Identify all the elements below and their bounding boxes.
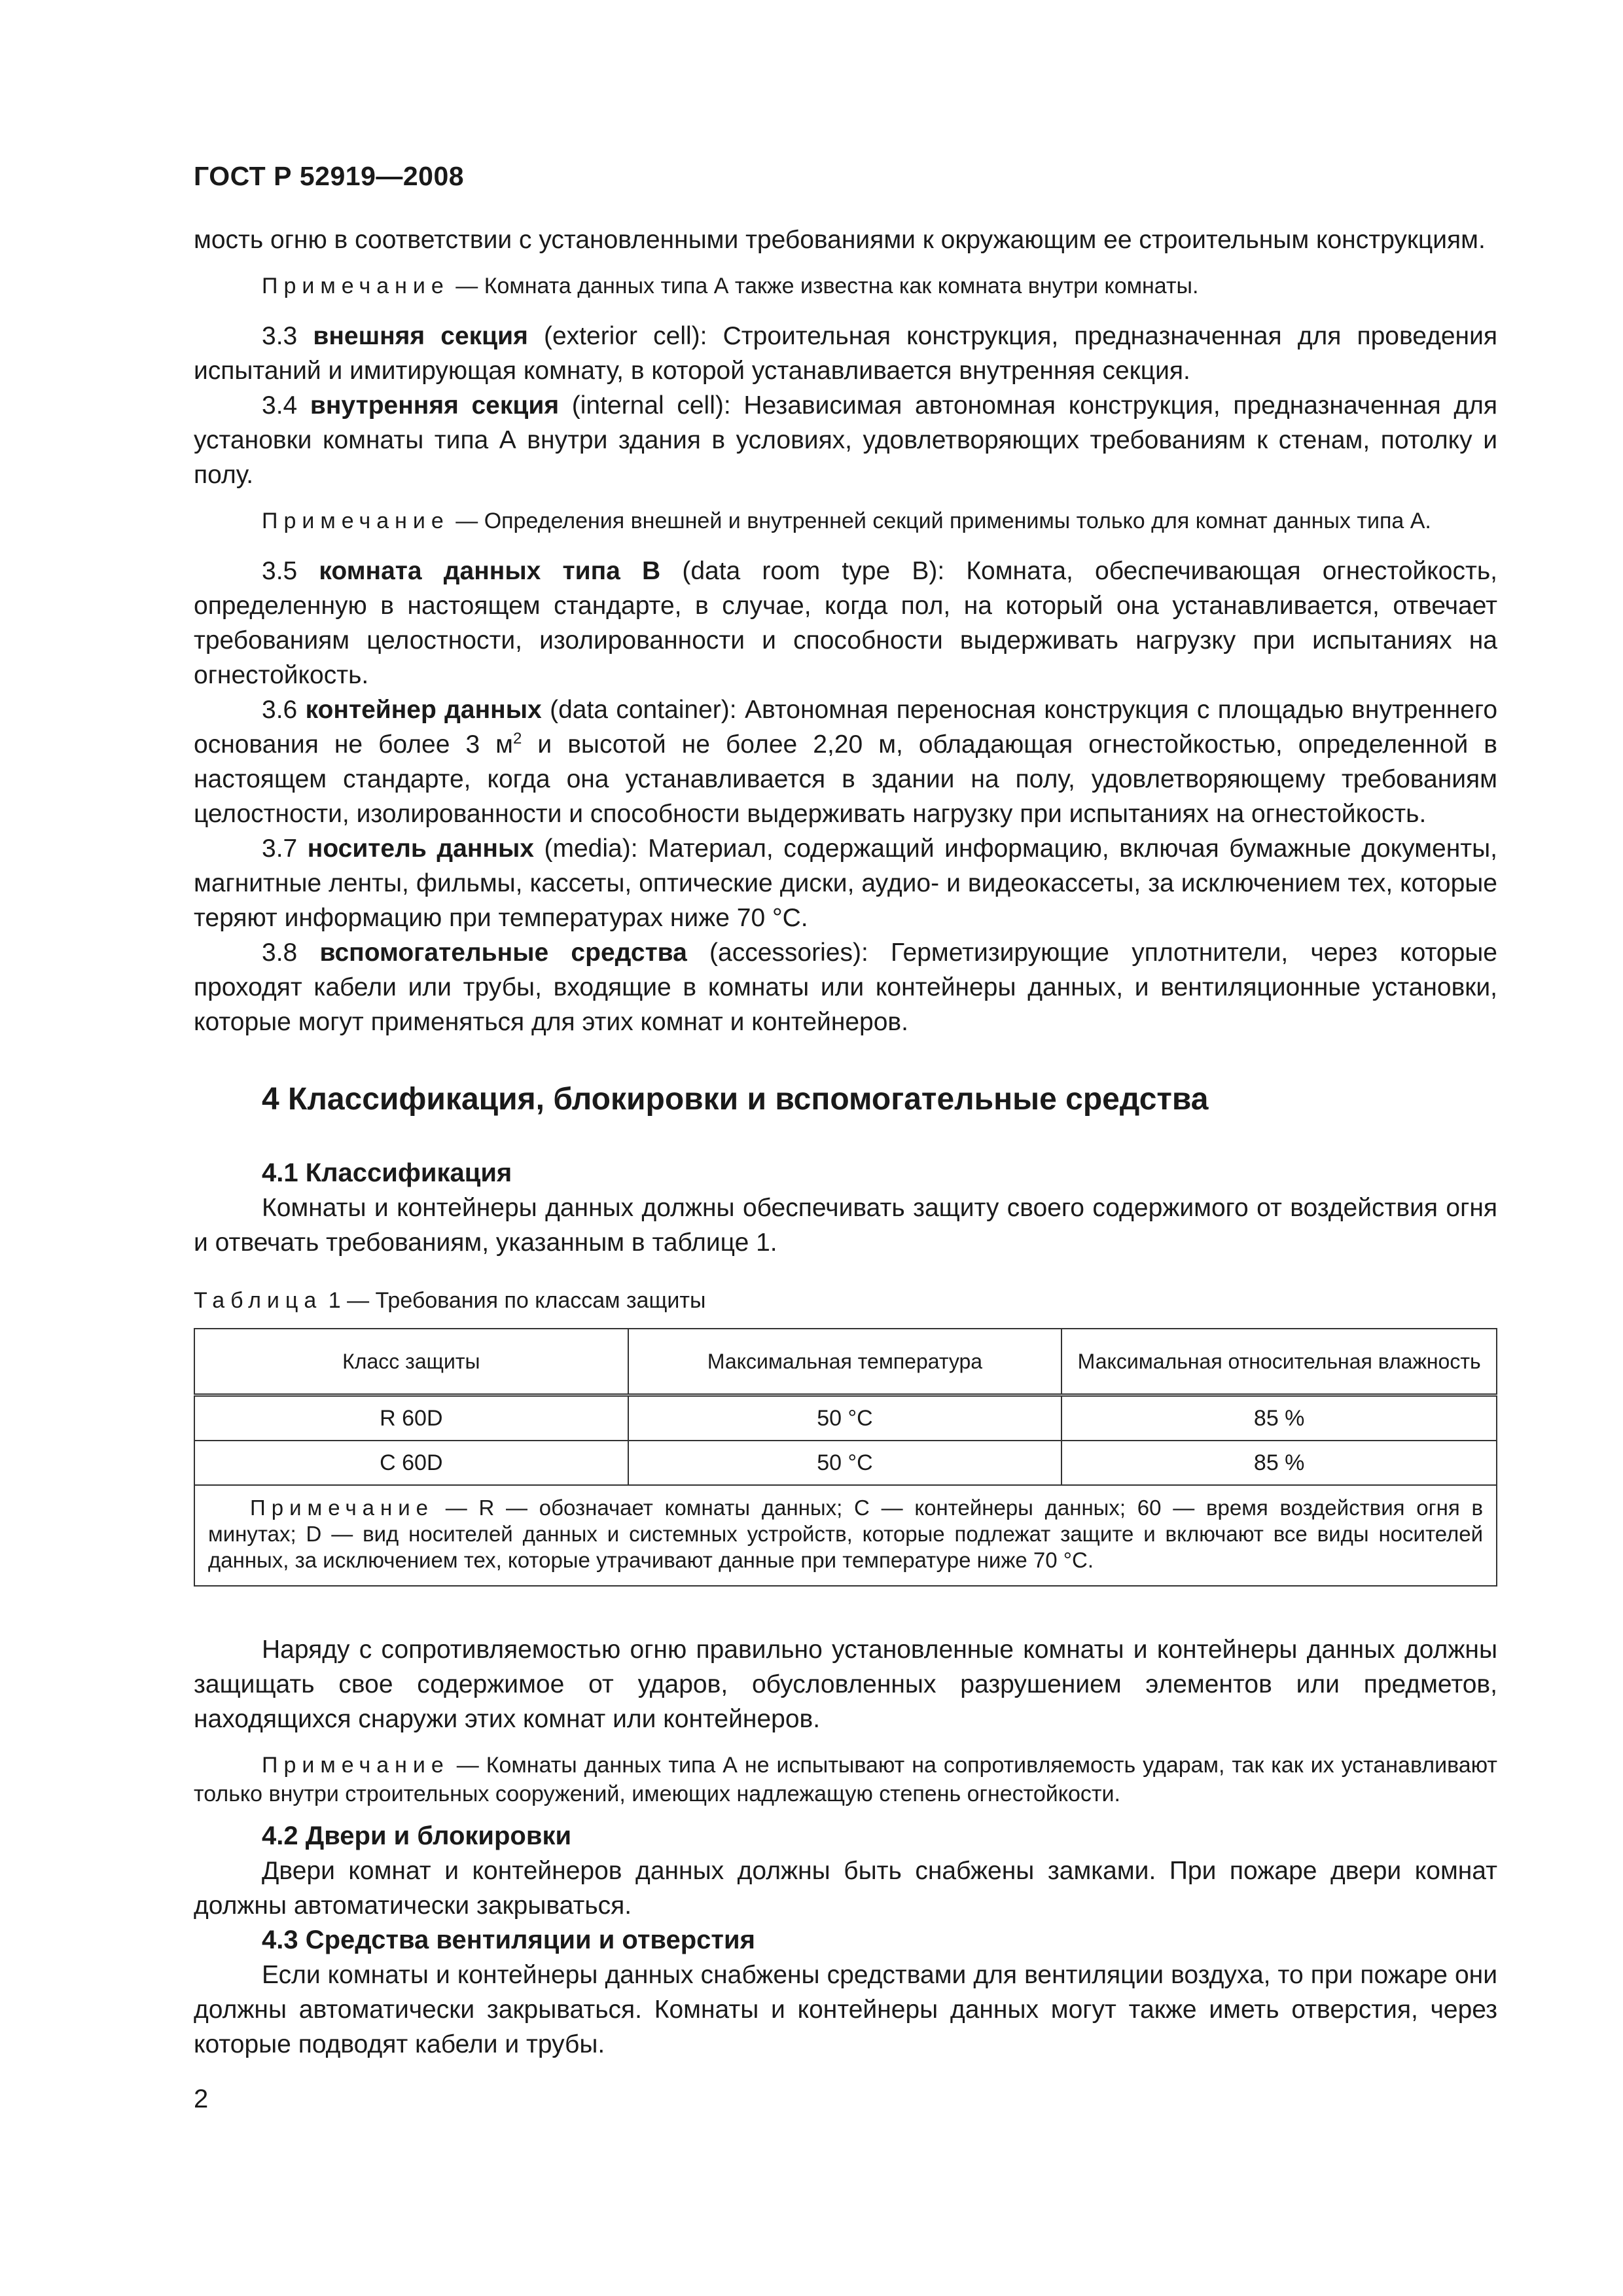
- clause-number: 3.5: [262, 557, 319, 585]
- term: внешняя секция: [313, 322, 528, 350]
- paragraph-continuation: мость огню в соответствии с установленными требованиями к окружающим ее строительным конструкциям.: [194, 226, 1486, 254]
- definition-3-7: [194, 831, 1497, 935]
- section-4-heading: 4 Классификация, блокировки и вспомогательные средства: [262, 1082, 1209, 1117]
- protection-class-table: [194, 1328, 1497, 1587]
- superscript: 2: [513, 730, 522, 747]
- table-row: [194, 1441, 1497, 1485]
- note-1: [194, 272, 1497, 300]
- note-label: Примечание: [262, 509, 450, 533]
- clause-number: 3.6: [262, 696, 306, 724]
- table-caption-label: Таблица: [194, 1288, 323, 1313]
- table-cell: 85 %: [1061, 1395, 1497, 1441]
- note-text: — Определения внешней и внутренней секций применимы только для комнат данных типа А.: [449, 509, 1431, 533]
- table-header-cell: Класс защиты: [194, 1329, 628, 1395]
- table-cell: 85 %: [1061, 1441, 1497, 1485]
- table-note-row: [194, 1485, 1497, 1586]
- note-text: — R — обозначает комнаты данных; С — контейнеры данных; 60 — время воздействия огня в минутах; D — вид носителей данных и системных устройств, которые подлежат защите и включают все виды носителей данных, за исключением тех, которые утрачивают данные при температуре ниже 70 °С.: [208, 1496, 1483, 1572]
- clause-number: 3.4: [262, 391, 310, 420]
- definition-text: (exterior cell): Строительная конструкция, предназначенная для проведения испытаний и имитирующая комнату, в которой устанавливается внутренняя секция.: [194, 322, 1497, 385]
- paragraph-impact: Наряду с сопротивляемостью огню правильно установленные комнаты и контейнеры данных должны защищать свое содержимое от ударов, обусловленных разрушением элементов или предметов, находящихся снаружи этих комнат или контейнеров.: [194, 1636, 1497, 1733]
- definition-text: (data room type B): Комната, обеспечивающая огнестойкость, определенную в настоящем стандарте, в случае, когда пол, на который она устанавливается, отвечает требованиям целостности, изолированности и способности выдерживать нагрузку при испытаниях на огнестойкость.: [194, 557, 1497, 689]
- definition-3-4: [194, 388, 1497, 492]
- term: носитель данных: [307, 834, 534, 863]
- note-label: Примечание: [262, 274, 450, 298]
- subsection-4-2-heading: 4.2 Двери и блокировки: [262, 1821, 572, 1850]
- page-number: 2: [194, 2085, 209, 2113]
- definition-text: (media): Материал, содержащий информацию, включая бумажные документы, магнитные ленты, фильмы, кассеты, оптические диски, аудио- и видеокассеты, за исключением тех, которые теряют информацию при температурах ниже 70 °С.: [194, 834, 1497, 932]
- table-note: [194, 1485, 1497, 1586]
- table-cell: R 60D: [194, 1395, 628, 1441]
- definition-text: (internal cell): Независимая автономная конструкция, предназначенная для установки комнаты типа А внутри здания в условиях, удовлетворяющих требованиям к стенам, потолку и полу.: [194, 391, 1497, 489]
- clause-number: 3.7: [262, 834, 308, 863]
- document-header: ГОСТ Р 52919—2008: [194, 161, 465, 191]
- term: внутренняя секция: [310, 391, 560, 420]
- term: вспомогательные средства: [319, 939, 687, 967]
- note-label: Примечание: [250, 1496, 435, 1520]
- table-cell: С 60D: [194, 1441, 628, 1485]
- subsection-4-1-heading: 4.1 Классификация: [262, 1158, 512, 1187]
- definition-text: (accessories): Герметизирующие уплотнители, через которые проходят кабели или трубы, входящие в комнаты или контейнеры данных, и вентиляционные установки, которые могут применяться для этих комнат и контейнеров.: [194, 939, 1497, 1036]
- definition-3-5: [194, 554, 1497, 692]
- definition-3-6: [194, 692, 1497, 831]
- note-text: — Комната данных типа А также известна как комната внутри комнаты.: [449, 274, 1199, 298]
- table-cell: 50 °С: [628, 1395, 1062, 1441]
- paragraph-4-3: Если комнаты и контейнеры данных снабжены средствами для вентиляции воздуха, то при пожаре они должны автоматически закрываться. Комнаты и контейнеры данных могут также иметь отверстия, через которые подводят кабели и трубы.: [194, 1961, 1497, 2058]
- term: контейнер данных: [305, 696, 542, 724]
- definition-text-continued: и высотой не более 2,20 м, обладающая огнестойкостью, определенной в настоящем стандарте, когда она устанавливается в здании на полу, удовлетворяющему требованиям целостности, изолированности и способности выдерживать нагрузку при испытаниях на огнестойкость.: [194, 730, 1497, 828]
- document-body: [194, 223, 1497, 2062]
- note-3: [194, 1751, 1497, 1808]
- note-2: [194, 507, 1497, 535]
- table-caption-text: 1 — Требования по классам защиты: [322, 1288, 706, 1313]
- definition-text: (data container): Автономная переносная конструкция с площадью внутреннего основания не более 3 м: [194, 696, 1498, 759]
- table-header-row: [194, 1329, 1497, 1395]
- subsection-4-3-heading: 4.3 Средства вентиляции и отверстия: [262, 1926, 755, 1954]
- table-header-cell: Максимальная относительная влажность: [1061, 1329, 1497, 1395]
- clause-number: 3.3: [262, 322, 313, 350]
- table-caption: [194, 1286, 1497, 1315]
- definition-3-3: [194, 319, 1497, 388]
- paragraph-4-2: Двери комнат и контейнеров данных должны быть снабжены замками. При пожаре двери комнат должны автоматически закрываться.: [194, 1857, 1497, 1920]
- table-row: [194, 1395, 1497, 1441]
- paragraph-4-1: Комнаты и контейнеры данных должны обеспечивать защиту своего содержимого от воздействия огня и отвечать требованиям, указанным в таблице 1.: [194, 1194, 1497, 1257]
- term: комната данных типа В: [319, 557, 661, 585]
- note-text: — Комнаты данных типа А не испытывают на сопротивляемость ударам, так как их устанавливают только внутри строительных сооружений, имеющих надлежащую степень огнестойкости.: [194, 1753, 1497, 1806]
- table-cell: 50 °С: [628, 1441, 1062, 1485]
- definition-3-8: [194, 935, 1497, 1039]
- table-header-cell: Максимальная температура: [628, 1329, 1062, 1395]
- clause-number: 3.8: [262, 939, 320, 967]
- note-label: Примечание: [262, 1753, 450, 1778]
